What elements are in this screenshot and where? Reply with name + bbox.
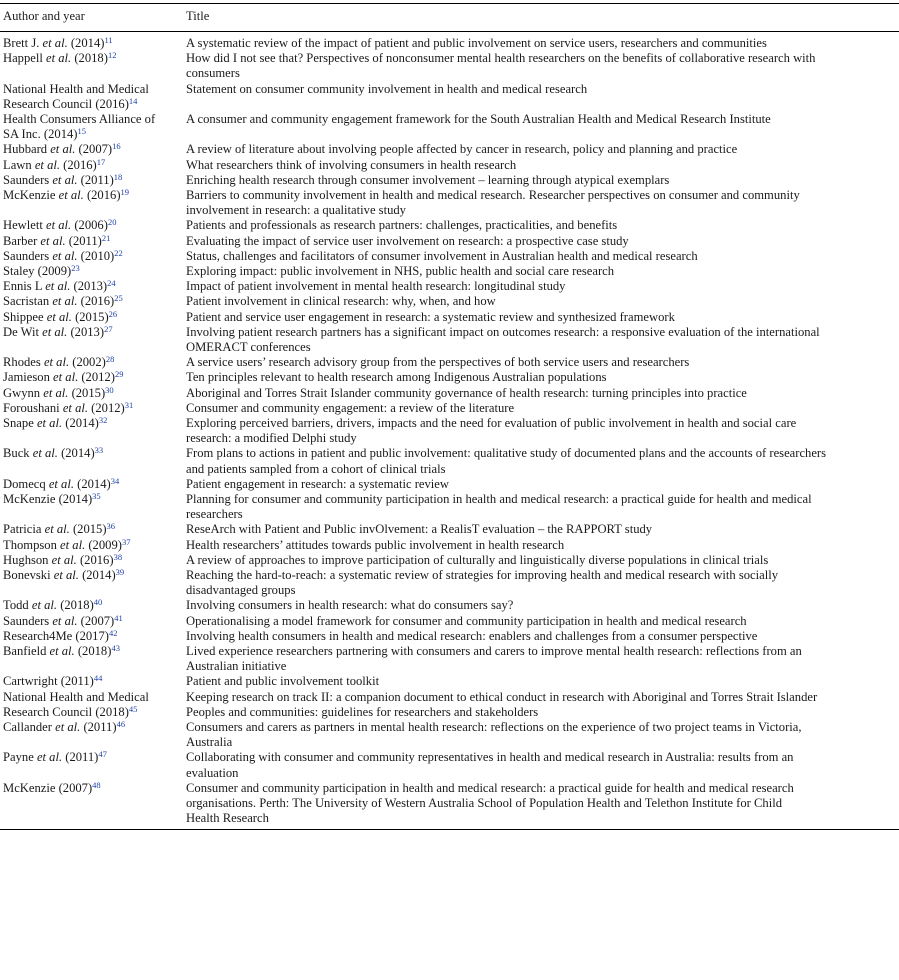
- title-cell: OMERACT conferences: [186, 340, 311, 354]
- title-cell: A consumer and community engagement framework for the South Australian Health and Medical Research Institute: [186, 112, 771, 126]
- reference-link[interactable]: 28: [105, 354, 115, 365]
- author-text: McKenzie: [3, 188, 59, 202]
- reference-link[interactable]: 33: [94, 445, 104, 456]
- title-cell: evaluation: [186, 765, 239, 780]
- title-cell: Enriching health research through consumer involvement – learning through atypical exemplars: [186, 172, 670, 187]
- author-text: Hewlett: [3, 218, 47, 233]
- et-al-text: et al.: [50, 142, 76, 157]
- author-text: Saunders: [3, 613, 53, 628]
- year-text: (2016): [83, 188, 121, 202]
- reference-link[interactable]: 27: [104, 323, 113, 334]
- et-al-text: et al.: [43, 355, 70, 370]
- reference-link[interactable]: 23: [71, 263, 80, 273]
- year-text: (2012): [78, 370, 115, 385]
- author-text: Barber: [3, 233, 41, 248]
- et-al-text: et al.: [53, 568, 79, 582]
- title-cell: How did I not see that? Perspectives of nonconsumer mental health researchers on the benefits of collaborative research with: [186, 51, 816, 66]
- et-al-text: et al.: [46, 309, 72, 324]
- author-cell: [3, 36, 113, 51]
- author-cell: [3, 750, 107, 765]
- reference-link[interactable]: 22: [114, 247, 123, 258]
- author-text: Foroushani: [3, 400, 63, 415]
- title-cell: Aboriginal and Torres Strait Islander community governance of health research: turning principles into practice: [186, 385, 747, 400]
- title-cell: Health Research: [186, 811, 269, 826]
- year-text: (2016): [76, 552, 114, 567]
- et-al-text: et al.: [48, 476, 74, 491]
- author-cell: [3, 614, 123, 629]
- author-cell: [3, 355, 114, 370]
- title-cell: A review of approaches to improve participation of culturally and linguistically diverse populations in clinical trials: [186, 552, 769, 567]
- year-text: (2011): [80, 720, 117, 734]
- year-text: (2013): [70, 279, 108, 294]
- title-cell: What researchers think of involving consumers in health research: [186, 157, 517, 172]
- title-cell: researchers: [186, 507, 243, 522]
- et-al-text: et al.: [53, 370, 79, 385]
- year-text: (2014): [62, 416, 99, 430]
- et-al-text: et al.: [62, 400, 89, 415]
- author-text: Thompson: [3, 537, 61, 552]
- title-cell: Operationalising a model framework for consumer and community participation in health and medical research: [186, 613, 747, 628]
- title-cell: A review of literature about involving people affected by cancer in research, policy and planning and practice: [186, 142, 738, 157]
- reference-link[interactable]: 44: [93, 673, 103, 684]
- author-text: Jamieson: [3, 370, 54, 385]
- author-text: Lawn: [3, 157, 35, 172]
- reference-link[interactable]: 42: [108, 627, 118, 638]
- year-text: (2018): [57, 598, 94, 613]
- title-cell: Health researchers’ attitudes towards public involvement in health research: [186, 537, 565, 552]
- title-cell: A systematic review of the impact of patient and public involvement on service users, researchers and communities: [186, 36, 767, 50]
- author-text: Payne: [3, 750, 37, 765]
- reference-link[interactable]: 16: [112, 141, 121, 152]
- author-text: Snape: [3, 416, 37, 430]
- year-text: (2006): [71, 218, 108, 233]
- author-text: Rhodes: [3, 355, 44, 370]
- title-cell: Patient engagement in research: a systematic review: [186, 476, 449, 491]
- author-cell: [3, 416, 107, 431]
- reference-link[interactable]: 30: [105, 384, 114, 395]
- reference-link[interactable]: 36: [106, 521, 116, 532]
- et-al-text: et al.: [36, 416, 63, 430]
- reference-link[interactable]: 26: [108, 308, 118, 319]
- title-cell: consumers: [186, 66, 240, 81]
- et-al-text: et al.: [42, 36, 68, 50]
- et-al-text: et al.: [51, 552, 77, 567]
- year-text: (2015): [68, 385, 106, 400]
- title-cell: Barriers to community involvement in health and medical research. Researcher perspectives on consumer and community: [186, 188, 800, 202]
- title-cell: research: a modified Delphi study: [186, 431, 357, 446]
- year-text: (2010): [77, 248, 115, 263]
- reference-link[interactable]: 14: [128, 95, 138, 106]
- author-text: National Health and Medical: [3, 81, 149, 96]
- title-cell: disadvantaged groups: [186, 583, 296, 598]
- author-cell: [3, 629, 117, 644]
- year-text: (2011): [65, 233, 102, 248]
- year-text: (2014): [67, 36, 105, 50]
- title-cell: Patient and service user engagement in research: a systematic review and synthesized framework: [186, 309, 675, 324]
- author-cell: [3, 553, 122, 568]
- year-text: (2015): [69, 522, 107, 537]
- reference-link[interactable]: 18: [113, 171, 123, 182]
- title-cell: and patients sampled from a cohort of clinical trials: [186, 461, 446, 476]
- reference-link[interactable]: 17: [96, 156, 106, 167]
- et-al-text: et al.: [32, 446, 58, 461]
- reference-link[interactable]: 32: [98, 415, 108, 425]
- year-text: (2002): [69, 355, 106, 370]
- author-cell: [3, 97, 137, 112]
- header-author: Author and year: [3, 9, 85, 23]
- author-cell: [3, 51, 116, 66]
- year-text: (2007): [77, 613, 115, 628]
- author-cell: [3, 173, 122, 188]
- author-cell: [3, 112, 155, 127]
- author-text: Hubbard: [3, 142, 51, 157]
- author-cell: [3, 598, 102, 613]
- author-cell: [3, 218, 116, 233]
- reference-link[interactable]: 12: [107, 50, 117, 61]
- author-text: Todd: [3, 598, 32, 613]
- title-cell: Australian initiative: [186, 659, 287, 674]
- year-text: (2011): [62, 750, 99, 765]
- author-cell: [3, 720, 125, 735]
- author-cell: [3, 234, 110, 249]
- author-text: SA Inc. (2014): [3, 127, 78, 142]
- title-cell: Peoples and communities: guidelines for researchers and stakeholders: [186, 704, 539, 719]
- year-text: (2007): [75, 142, 113, 157]
- title-cell: ResеArch with Patient and Public invOlvement: a RealisT evaluation – the RAPPORT study: [186, 522, 653, 537]
- author-cell: [3, 386, 114, 401]
- author-text: De Wit: [3, 324, 43, 339]
- author-cell: [3, 249, 123, 264]
- author-cell: [3, 538, 130, 553]
- author-text: McKenzie (2014): [3, 492, 93, 506]
- title-cell: Exploring impact: public involvement in NHS, public health and social care research: [186, 264, 615, 278]
- author-text: Brett J.: [3, 36, 43, 50]
- et-al-text: et al.: [52, 294, 78, 309]
- et-al-text: et al.: [36, 750, 63, 765]
- title-cell: A service users’ research advisory group from the perspectives of both service users and researchers: [186, 355, 690, 370]
- title-cell: Consumer and community engagement: a review of the literature: [186, 400, 515, 415]
- author-text: National Health and Medical: [3, 689, 149, 704]
- reference-link[interactable]: 39: [115, 567, 125, 577]
- title-cell: Involving patient research partners has a significant impact on outcomes research: a responsive evaluation of the international: [186, 324, 820, 339]
- et-al-text: et al.: [43, 385, 69, 400]
- title-cell: Reaching the hard-to-reach: a systematic review of strategies for improving health and medical research with socially: [186, 568, 779, 582]
- author-text: Research4Me (2017): [3, 628, 109, 643]
- et-al-text: et al.: [31, 598, 58, 613]
- year-text: (2012): [88, 400, 125, 415]
- et-al-text: et al.: [46, 51, 72, 66]
- et-al-text: et al.: [58, 188, 84, 202]
- title-cell: Patient and public involvement toolkit: [186, 674, 380, 689]
- author-cell: [3, 325, 113, 340]
- title-cell: Collaborating with consumer and community representatives in health and medical research in Australia: results from an: [186, 750, 794, 765]
- author-cell: [3, 279, 116, 294]
- year-text: (2016): [60, 157, 97, 172]
- year-text: (2018): [71, 51, 108, 66]
- et-al-text: et al.: [42, 324, 68, 339]
- title-cell: Statement on consumer community involvement in health and medical research: [186, 81, 588, 96]
- title-cell: Involving health consumers in health and medical research: enablers and challenges from a consumer perspective: [186, 628, 758, 643]
- reference-link[interactable]: 37: [121, 536, 131, 547]
- author-cell: [3, 644, 120, 659]
- title-cell: Patients and professionals as research partners: challenges, practicalities, and benefits: [186, 218, 618, 233]
- year-text: (2018): [74, 644, 112, 658]
- year-text: (2011): [77, 172, 114, 187]
- author-text: Cartwright (2011): [3, 674, 94, 689]
- title-cell: Consumer and community participation in health and medical research: a practical guide for health and medical research: [186, 780, 794, 795]
- author-cell: [3, 446, 103, 461]
- author-cell: [3, 142, 121, 157]
- author-cell: [3, 401, 133, 416]
- year-text: (2013): [67, 324, 105, 339]
- et-al-text: et al.: [34, 157, 61, 172]
- title-cell: From plans to actions in patient and public involvement: qualitative study of documented plans and the accounts of researchers: [186, 446, 827, 461]
- year-text: (2014): [78, 568, 116, 582]
- header-rule: [0, 31, 899, 32]
- et-al-text: et al.: [45, 279, 71, 294]
- reference-link[interactable]: 41: [114, 612, 123, 623]
- et-al-text: et al.: [52, 172, 78, 187]
- bottom-rule: [0, 829, 899, 830]
- author-text: Domecq: [3, 476, 49, 491]
- author-text: Sacristan: [3, 294, 53, 309]
- author-cell: [3, 158, 105, 173]
- title-cell: Status, challenges and facilitators of consumer involvement in Australian health and medical research: [186, 248, 698, 263]
- author-text: Ennis L: [3, 279, 46, 294]
- reference-link[interactable]: 35: [92, 491, 101, 501]
- author-cell: [3, 370, 123, 385]
- author-text: Health Consumers Alliance of: [3, 112, 156, 126]
- author-text: Shippee: [3, 309, 47, 324]
- reference-link[interactable]: 38: [113, 551, 123, 562]
- title-cell: Evaluating the impact of service user involvement on research: a prospective case study: [186, 233, 629, 248]
- reference-link[interactable]: 19: [120, 187, 130, 197]
- title-cell: Patient involvement in clinical research: why, when, and how: [186, 294, 496, 309]
- reference-link[interactable]: 15: [77, 126, 87, 137]
- reference-link[interactable]: 34: [110, 475, 120, 486]
- reference-link[interactable]: 21: [101, 232, 111, 243]
- year-text: (2015): [71, 309, 109, 324]
- author-text: Buck: [3, 446, 33, 461]
- title-cell: Australia: [186, 735, 233, 750]
- author-text: Research Council (2016): [3, 96, 129, 111]
- author-cell: [3, 188, 129, 203]
- title-cell: Keeping research on track II: a companion document to ethical conduct in research with Aboriginal and Torres Strait Islander: [186, 689, 818, 704]
- author-cell: [3, 568, 124, 583]
- title-cell: Involving consumers in health research: what do consumers say?: [186, 598, 514, 613]
- title-cell: Impact of patient involvement in mental health research: longitudinal study: [186, 279, 566, 294]
- reference-link[interactable]: 43: [111, 643, 120, 653]
- author-text: Banfield: [3, 644, 50, 658]
- year-text: (2014): [74, 476, 111, 491]
- author-text: Saunders: [3, 172, 53, 187]
- author-cell: [3, 310, 117, 325]
- author-cell: [3, 294, 123, 309]
- title-cell: Ten principles relevant to health research among Indigenous Australian populations: [186, 370, 607, 385]
- et-al-text: et al.: [46, 218, 72, 233]
- et-al-text: et al.: [49, 644, 75, 658]
- title-cell: Planning for consumer and community participation in health and medical research: a practical guide for health and medical: [186, 492, 812, 506]
- author-text: Gwynn: [3, 385, 44, 400]
- title-cell: Exploring perceived barriers, drivers, impacts and the need for evaluation of public involvement in health and social care: [186, 416, 797, 430]
- et-al-text: et al.: [52, 613, 78, 628]
- et-al-text: et al.: [55, 720, 81, 734]
- reference-link[interactable]: 48: [92, 779, 101, 790]
- et-al-text: et al.: [52, 248, 78, 263]
- author-text: Saunders: [3, 248, 53, 263]
- author-cell: [3, 82, 149, 97]
- author-cell: [3, 674, 102, 689]
- reference-link[interactable]: 29: [114, 369, 124, 380]
- et-al-text: et al.: [60, 537, 86, 552]
- author-text: Hughson: [3, 552, 52, 567]
- author-cell: [3, 127, 86, 142]
- header-title: Title: [186, 9, 210, 23]
- reference-link[interactable]: 40: [93, 597, 103, 608]
- author-text: Bonevski: [3, 568, 54, 582]
- title-cell: organisations. Perth: The University of Western Australia School of Population Health and Telethon Institute for Child: [186, 796, 782, 810]
- title-cell: Lived experience researchers partnering with consumers and carers to improve mental health research: reflections from an: [186, 644, 802, 658]
- author-cell: [3, 264, 80, 279]
- title-cell: Consumers and carers as partners in mental health research: reflections on the experience of two project teams in Victoria,: [186, 720, 802, 734]
- author-cell: [3, 522, 115, 537]
- et-al-text: et al.: [40, 233, 66, 248]
- reference-link[interactable]: 45: [128, 703, 138, 714]
- author-text: Staley (2009): [3, 264, 72, 278]
- author-text: Patricia: [3, 522, 45, 537]
- reference-link[interactable]: 20: [107, 217, 117, 228]
- author-cell: [3, 492, 101, 507]
- title-cell: involvement in research: a qualitative study: [186, 203, 406, 218]
- author-cell: [3, 705, 137, 720]
- author-text: Happell: [3, 51, 47, 66]
- reference-link[interactable]: 24: [107, 278, 116, 289]
- reference-link[interactable]: 11: [104, 35, 113, 45]
- author-cell: [3, 477, 119, 492]
- reference-link[interactable]: 46: [116, 719, 126, 729]
- reference-link[interactable]: 31: [124, 399, 134, 410]
- top-rule: [0, 3, 899, 4]
- author-cell: [3, 781, 101, 796]
- reference-link[interactable]: 25: [114, 293, 123, 304]
- author-text: McKenzie (2007): [3, 780, 93, 795]
- reference-link[interactable]: 47: [98, 749, 107, 760]
- year-text: (2014): [57, 446, 95, 461]
- et-al-text: et al.: [44, 522, 70, 537]
- author-text: Callander: [3, 720, 56, 734]
- author-text: Research Council (2018): [3, 704, 129, 719]
- year-text: (2016): [77, 294, 115, 309]
- year-text: (2009): [85, 537, 122, 552]
- author-cell: [3, 690, 149, 705]
